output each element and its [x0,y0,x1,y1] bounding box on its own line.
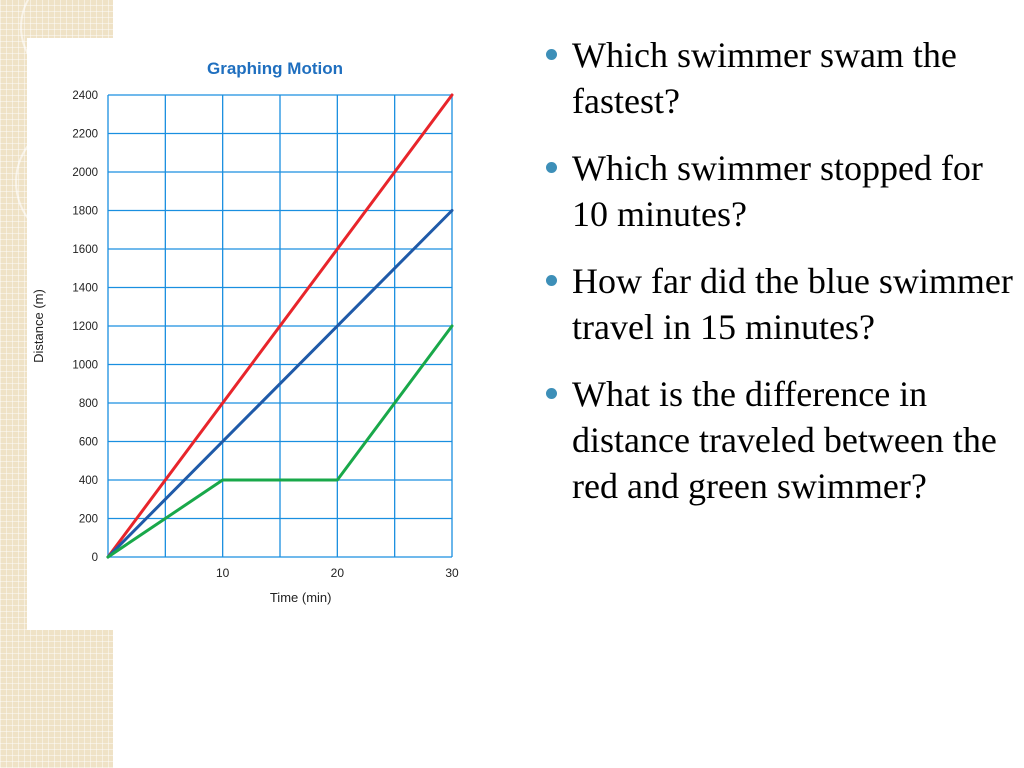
question-text: Which swimmer stopped for 10 minutes? [572,148,983,234]
x-axis-label: Time (min) [269,590,332,605]
y-tick-label: 2400 [72,90,98,102]
y-tick-label: 1200 [72,321,98,333]
x-tick-label: 30 [445,566,459,580]
bullet-dot-icon [546,49,557,60]
bullet-dot-icon [546,162,557,173]
y-tick-label: 1800 [72,205,98,218]
question-text: How far did the blue swimmer travel in 15 minutes? [572,261,1013,347]
question-item [540,258,1020,350]
y-tick-label: 400 [78,475,98,487]
question-list [540,32,1020,530]
y-axis-label: Distance (m) [31,289,46,363]
y-tick-label: 2200 [72,128,98,141]
question-item [540,371,1020,509]
y-tick-label: 800 [78,398,98,410]
distance-time-chart [27,38,467,630]
y-tick-label: 1000 [72,359,98,372]
y-tick-label: 600 [78,436,98,449]
y-tick-label: 0 [91,552,98,564]
question-text: Which swimmer swam the fastest? [572,35,957,121]
y-tick-label: 1400 [72,282,98,295]
x-tick-label: 20 [330,566,345,580]
question-item [540,145,1020,237]
chart-title: Graphing Motion [207,59,343,78]
bullet-dot-icon [546,388,557,399]
y-tick-label: 200 [78,513,98,526]
bullet-dot-icon [546,275,557,286]
y-tick-label: 1600 [72,244,98,256]
y-tick-label: 2000 [72,167,98,179]
chart-card [27,38,467,630]
x-tick-label: 10 [215,566,230,580]
question-item [540,32,1020,124]
question-text: What is the difference in distance traveled between the red and green swimmer? [572,374,997,506]
